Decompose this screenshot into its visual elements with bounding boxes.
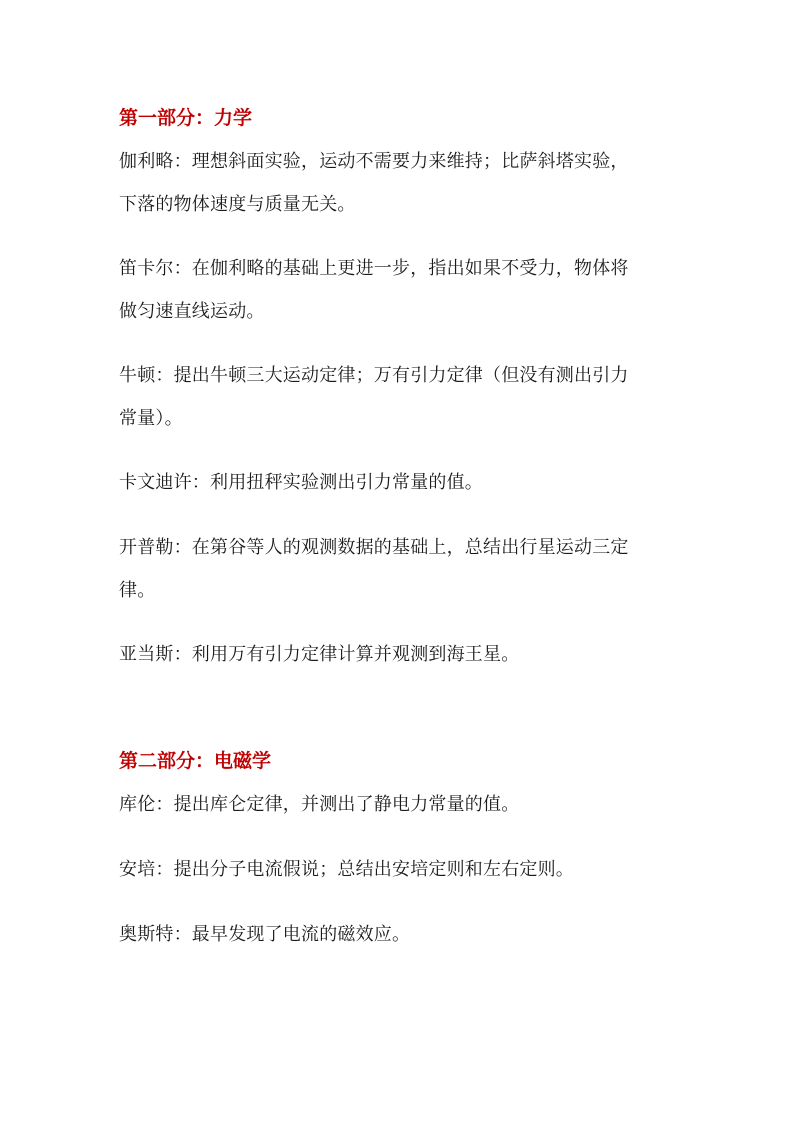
paragraph-adams <box>119 633 679 676</box>
paragraph-descartes <box>119 247 679 333</box>
section-title-electromagnetism: 第二部分：电磁学 <box>119 750 272 772</box>
paragraph-cavendish <box>119 461 679 504</box>
paragraph-line: 库伦：提出库仑定律，并测出了静电力常量的值。 <box>119 794 520 815</box>
paragraph-galileo <box>119 140 679 226</box>
paragraph-line: 亚当斯：利用万有引力定律计算并观测到海王星。 <box>119 644 520 665</box>
paragraph-line: 奥斯特：最早发现了电流的磁效应。 <box>119 924 411 945</box>
paragraph-line: 卡文迪许：利用扭秤实验测出引力常量的值。 <box>119 472 483 493</box>
paragraph-line: 开普勒：在第谷等人的观测数据的基础上，总结出行星运动三定 <box>119 537 629 558</box>
paragraph-newton <box>119 354 679 440</box>
section-title-mechanics: 第一部分：力学 <box>119 107 253 129</box>
paragraph-oersted <box>119 913 679 956</box>
paragraph-coulomb <box>119 783 679 826</box>
paragraph-line: 伽利略：理想斜面实验，运动不需要力来维持；比萨斜塔实验， <box>119 151 629 172</box>
paragraph-line: 常量）。 <box>119 408 183 429</box>
paragraph-line: 安培：提出分子电流假说；总结出安培定则和左右定则。 <box>119 859 574 880</box>
paragraph-line: 笛卡尔：在伽利略的基础上更进一步，指出如果不受力，物体将 <box>119 258 629 279</box>
paragraph-line: 律。 <box>119 580 156 601</box>
paragraph-ampere <box>119 848 679 891</box>
paragraph-line: 做匀速直线运动。 <box>119 301 265 322</box>
paragraph-line: 牛顿：提出牛顿三大运动定律；万有引力定律（但没有测出引力 <box>119 365 629 386</box>
paragraph-kepler <box>119 526 679 612</box>
paragraph-line: 下落的物体速度与质量无关。 <box>119 194 356 215</box>
